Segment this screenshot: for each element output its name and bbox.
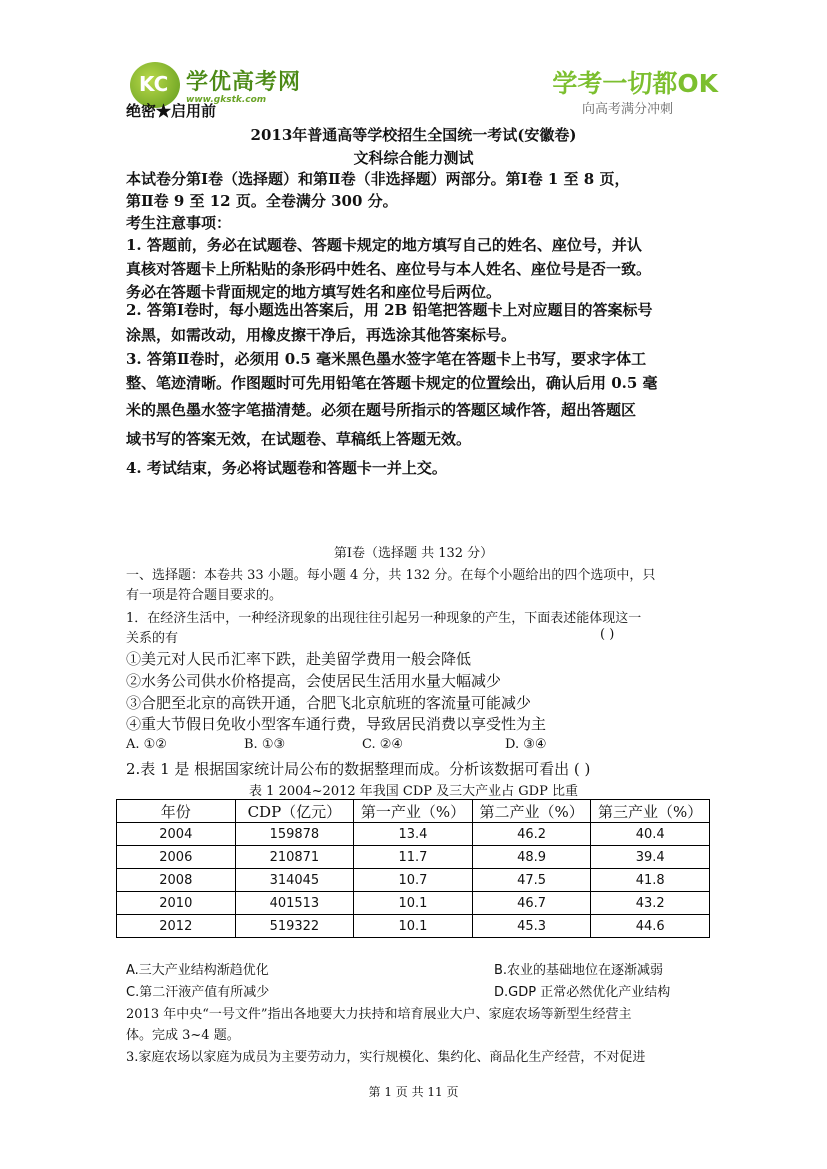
notice-line: 4. 考试结束，务必将试题卷和答题卡一并上交。 — [126, 459, 447, 477]
q1-item: ②水务公司供水价格提高，会使居民生活用水量大幅减少 — [126, 672, 502, 690]
notice-line: 务必在答题卡背面规定的地方填写姓名和座位号后两位。 — [126, 283, 502, 301]
table-cell: 2006 — [117, 846, 236, 869]
column-header: 年份 — [117, 800, 236, 823]
table-cell: 47.5 — [472, 869, 591, 892]
q1-option-c: C. ②④ — [362, 737, 404, 752]
q1-option-b: B. ①③ — [244, 737, 286, 752]
logo-right-slogan: 学考一切都OK — [552, 69, 718, 98]
table-row — [117, 869, 710, 892]
q2-option-d: D.GDP 正常必然优化产业结构 — [494, 985, 671, 1000]
secret-label: 绝密★启用前 — [126, 102, 217, 120]
table-row — [117, 846, 710, 869]
q1-item: ④重大节假日免收小型客车通行费，导致居民消费以享受性为主 — [126, 715, 547, 733]
page-number: 第 1 页 共 11 页 — [368, 1085, 459, 1099]
table-cell: 44.6 — [591, 915, 710, 938]
q3-intro-line: 2013 年中央“一号文件”指出各地要大力扶持和培育展业大户、家庭农场等新型生经营主 — [126, 1007, 632, 1022]
notice-line: 米的黑色墨水签字笔描清楚。必须在题号所指示的答题区域作答，超出答题区 — [126, 401, 637, 419]
table-caption: 表 1 2004~2012 年我国 CDP 及三大产业占 GDP 比重 — [249, 784, 578, 799]
column-header: 第一产业（%） — [354, 800, 473, 823]
logo-left-url: www.gkstk.com — [186, 95, 267, 105]
table-cell: 48.9 — [472, 846, 591, 869]
exam-title: 2013年普通高等学校招生全国统一考试(安徽卷) — [250, 126, 577, 144]
table-cell: 10.1 — [354, 892, 473, 915]
table-row — [117, 892, 710, 915]
q3-stem: 3.家庭农场以家庭为成员为主要劳动力，实行规模化、集约化、商品化生产经营，不对促进 — [126, 1050, 646, 1065]
q1-option-a: A. ①② — [126, 737, 167, 752]
table-cell: 40.4 — [591, 823, 710, 846]
q2-option-b: B.农业的基础地位在逐渐减弱 — [494, 963, 664, 978]
table-cell: 46.2 — [472, 823, 591, 846]
table-cell: 45.3 — [472, 915, 591, 938]
table-cell: 2010 — [117, 892, 236, 915]
logo-right-subslogan: 向高考满分冲刺 — [582, 102, 674, 117]
table-cell: 39.4 — [591, 846, 710, 869]
notice-line: 整、笔迹清晰。作图题时可先用铅笔在答题卡规定的位置绘出，确认后用 0.5 毫 — [126, 374, 658, 392]
table-cell: 10.1 — [354, 915, 473, 938]
column-header: 第三产业（%） — [591, 800, 710, 823]
q3-intro-line: 体。完成 3~4 题。 — [126, 1028, 240, 1043]
notice-line: 1. 答题前，务必在试题卷、答题卡规定的地方填写自己的姓名、座位号，并认 — [126, 236, 642, 254]
table-cell: 314045 — [235, 869, 354, 892]
table-cell: 210871 — [235, 846, 354, 869]
column-header: 第二产业（%） — [472, 800, 591, 823]
q1-option-d: D. ③④ — [505, 737, 547, 752]
table-cell: 519322 — [235, 915, 354, 938]
gdp-table — [116, 799, 710, 938]
q1-stem-line: 关系的有 — [126, 631, 179, 646]
table-cell: 2008 — [117, 869, 236, 892]
notice-line: 域书写的答案无效，在试题卷、草稿纸上答题无效。 — [126, 430, 472, 448]
site-logo-right — [528, 64, 718, 117]
notice-line: 2. 答第Ⅰ卷时，每小题选出答案后，用 2B 铅笔把答题卡上对应题目的答案标号 — [126, 301, 653, 319]
table-cell: 13.4 — [354, 823, 473, 846]
table-cell: 43.2 — [591, 892, 710, 915]
q1-stem-line: 1．在经济生活中，一种经济现象的出现往往引起另一种现象的产生，下面表述能体现这一 — [126, 611, 642, 626]
column-header: CDP（亿元） — [235, 800, 354, 823]
table-cell: 11.7 — [354, 846, 473, 869]
q1-item: ①美元对人民币汇率下跌，赴美留学费用一般会降低 — [126, 650, 472, 668]
table-cell: 401513 — [235, 892, 354, 915]
intro-line: 本试卷分第Ⅰ卷（选择题）和第Ⅱ卷（非选择题）两部分。第Ⅰ卷 1 至 8 页， — [126, 170, 630, 188]
section-title: 第Ⅰ卷（选择题 共 132 分） — [333, 546, 494, 561]
q2-stem: 2.表 1 是 根据国家统计局公布的数据整理而成。分析该数据可看出 ( ) — [126, 760, 591, 778]
notice-line: 3. 答第Ⅱ卷时，必须用 0.5 毫米黑色墨水签字笔在答题卡上书写，要求字体工 — [126, 350, 647, 368]
table-cell: 159878 — [235, 823, 354, 846]
intro-line: 第Ⅱ卷 9 至 12 页。全卷满分 300 分。 — [126, 192, 398, 210]
q2-option-a: A.三大产业结构渐趋优化 — [126, 963, 269, 978]
table-cell: 46.7 — [472, 892, 591, 915]
table-cell: 10.7 — [354, 869, 473, 892]
section-intro-line: 有一项是符合题目要求的。 — [126, 588, 283, 603]
table-cell: 2004 — [117, 823, 236, 846]
table-cell: 41.8 — [591, 869, 710, 892]
table-cell: 2012 — [117, 915, 236, 938]
exam-subtitle: 文科综合能力测试 — [353, 149, 474, 167]
q2-option-c: C.第二汗液产值有所减少 — [126, 985, 270, 1000]
table-row — [117, 823, 710, 846]
notice-title: 考生注意事项： — [126, 214, 232, 232]
table-header-row — [117, 800, 710, 823]
section-intro-line: 一、选择题：本卷共 33 小题。每小题 4 分，共 132 分。在每个小题给出的四个选项中，只 — [126, 568, 656, 583]
table-row — [117, 915, 710, 938]
notice-line: 涂黑，如需改动，用橡皮擦干净后，再选涂其他答案标号。 — [126, 326, 517, 344]
q1-item: ③合肥至北京的高铁开通，合肥飞北京航班的客流量可能减少 — [126, 694, 532, 712]
q1-answer-blank: ( ) — [600, 627, 615, 642]
notice-line: 真核对答题卡上所粘贴的条形码中姓名、座位号与本人姓名、座位号是否一致。 — [126, 260, 652, 278]
logo-left-text: 学优高考网 — [186, 70, 302, 95]
